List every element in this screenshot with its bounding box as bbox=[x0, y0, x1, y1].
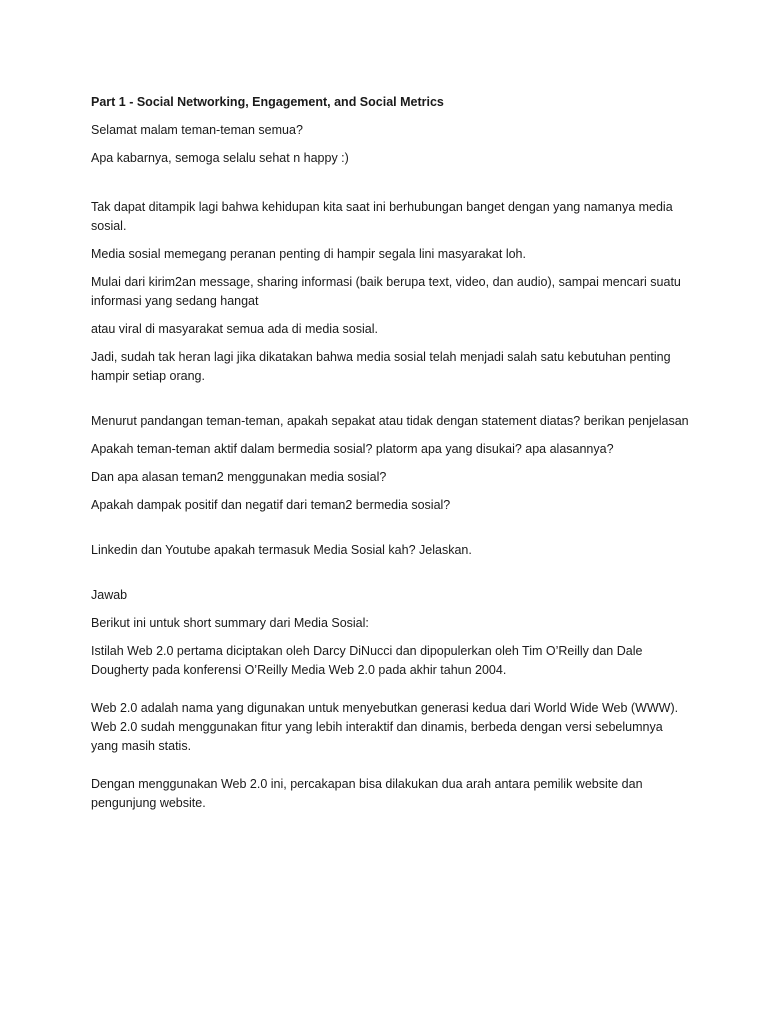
answer-paragraph: Web 2.0 sudah menggunakan fitur yang lebih interaktif dan dinamis, berbeda dengan versi sebelumnya yang masih statis. bbox=[91, 720, 663, 753]
answer-paragraph: Web 2.0 adalah nama yang digunakan untuk menyebutkan generasi kedua dari World Wide Web (WWW). bbox=[91, 701, 679, 715]
intro-paragraph: atau viral di masyarakat semua ada di media sosial. bbox=[91, 322, 378, 336]
document-page bbox=[91, 93, 691, 822]
intro-paragraph: Mulai dari kirim2an message, sharing informasi (baik berupa text, video, dan audio), sampai mencari suatu informasi yang sedang hangat bbox=[91, 275, 681, 308]
answer-paragraph: Dengan menggunakan Web 2.0 ini, percakapan bisa dilakukan dua arah antara pemilik website dan pengunjung website. bbox=[91, 777, 643, 810]
greeting-line: Selamat malam teman-teman semua? bbox=[91, 123, 303, 137]
answer-heading: Jawab bbox=[91, 588, 128, 602]
question-paragraph: Dan apa alasan teman2 menggunakan media sosial? bbox=[91, 470, 387, 484]
question-paragraph: Apakah teman-teman aktif dalam bermedia sosial? platorm apa yang disukai? apa alasannya? bbox=[91, 442, 614, 456]
question-paragraph: Apakah dampak positif dan negatif dari teman2 bermedia sosial? bbox=[91, 498, 451, 512]
intro-paragraph: Media sosial memegang peranan penting di hampir segala lini masyarakat loh. bbox=[91, 247, 526, 261]
greeting-line-2: Apa kabarnya, semoga selalu sehat n happy :) bbox=[91, 151, 349, 165]
intro-paragraph: Tak dapat ditampik lagi bahwa kehidupan kita saat ini berhubungan banget dengan yang namanya media sosial. bbox=[91, 200, 673, 233]
question-paragraph: Menurut pandangan teman-teman, apakah sepakat atau tidak dengan statement diatas? berikan penjelasan bbox=[91, 414, 689, 428]
document-title: Part 1 - Social Networking, Engagement, and Social Metrics bbox=[91, 95, 444, 109]
intro-paragraph: Jadi, sudah tak heran lagi jika dikatakan bahwa media sosial telah menjadi salah satu kebutuhan penting hampir setiap orang. bbox=[91, 350, 671, 383]
answer-paragraph: Istilah Web 2.0 pertama diciptakan oleh Darcy DiNucci dan dipopulerkan oleh Tim O’Reilly dan Dale Dougherty pada konferensi O’Reilly Media Web 2.0 pada akhir tahun 2004. bbox=[91, 644, 643, 677]
question-extra: Linkedin dan Youtube apakah termasuk Media Sosial kah? Jelaskan. bbox=[91, 543, 472, 557]
answer-intro: Berikut ini untuk short summary dari Media Sosial: bbox=[91, 616, 369, 630]
